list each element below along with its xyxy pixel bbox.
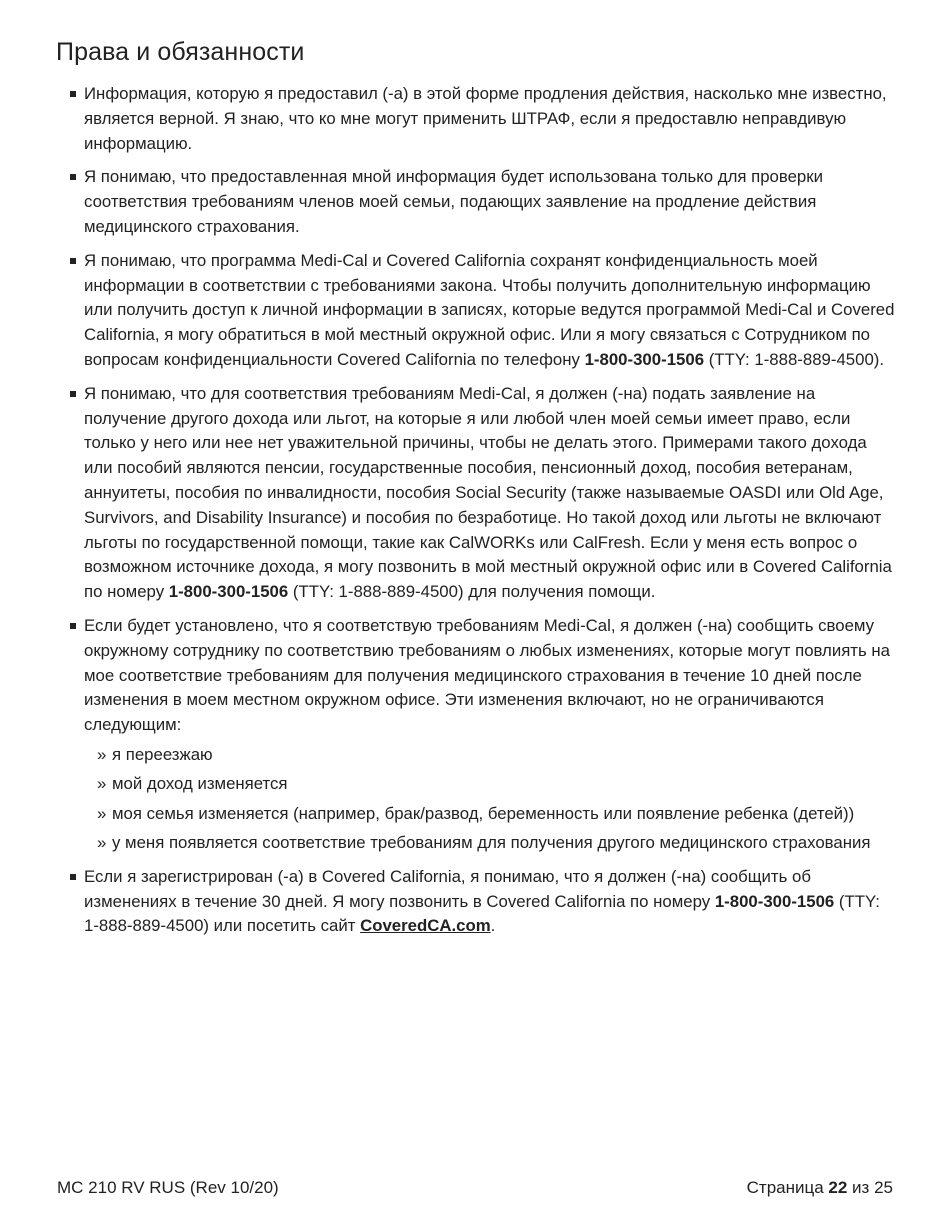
item-text: (TTY: 1-888-889-4500). [704, 349, 885, 369]
sub-list-item: » я переезжаю [112, 743, 896, 768]
current-page: 22 [828, 1178, 848, 1197]
total-pages: 25 [874, 1178, 893, 1197]
page-title: Права и обязанности [56, 38, 305, 66]
list-item [84, 614, 896, 856]
rights-list [84, 82, 896, 948]
item-text: Я понимаю, что для соответствия требованиям Medi-Cal, я должен (-на) подать заявление на получение другого дохода или льгот, на которые я или любой член моей семьи имеет право, если только у него или нее нет уважительной причины, чтобы не делать этого. Примерами такого дохода или пособий являются пенсии, государственные пособия, пенсионный доход, пособия ветеранам, аннуитеты, пособия по инвалидности, пособия Social Security (также называемые OASDI или Old Age, Survivors, and Disability Insurance) и пособия по безработице. Но такой доход или льготы не включают льготы по государственной помощи, такие как CalWORKs или CalFresh. Если у меня есть вопрос о возможном источнике дохода, я могу позвонить в мой местный окружной офис или в Covered California по номеру [84, 383, 892, 602]
phone-number: 1-800-300-1506 [714, 891, 835, 911]
sub-list-item: » моя семья изменяется (например, брак/развод, беременность или появление ребенка (детей)) [112, 802, 896, 827]
list-item [84, 165, 896, 239]
coveredca-link[interactable]: CoveredCA.com [360, 916, 491, 936]
item-text: Если я зарегистрирован (-а) в Covered California, я понимаю, что я должен (-на) сообщить об изменениях в течение 30 дней. Я могу позвонить в Covered California по номеру [84, 866, 811, 911]
list-item [84, 865, 896, 939]
list-item [84, 249, 896, 373]
list-item [84, 382, 896, 605]
sub-list-item: » у меня появляется соответствие требованиям для получения другого медицинского страхования [112, 831, 896, 856]
item-text: Если будет установлено, что я соответствую требованиям Medi-Cal, я должен (-на) сообщить своему окружному сотруднику по соответствию требованиям о любых изменениях, которые могут повлиять на мое соответствие требованиям для получения медицинского страхования в течение 10 дней после изменения в моем местном окружном офисе. Эти изменения включают, но не ограничиваются следующим: [84, 615, 890, 735]
list-item [84, 82, 896, 156]
sub-list-item: » мой доход изменяется [112, 772, 896, 797]
item-text: Информация, которую я предоставил (-а) в этой форме продления действия, насколько мне известно, является верной. Я знаю, что ко мне могут применить ШТРАФ, если я предоставлю неправдивую информацию. [84, 84, 887, 153]
item-text: Я понимаю, что программа Medi-Cal и Covered California сохранят конфиденциальность моей информации в соответствии с требованиями закона. Чтобы получить дополнительную информацию или получить доступ к личной информации в записях, которые ведутся программой Medi-Cal и Covered California, я могу обратиться в мой местный окружной офис. Или я могу связаться с Сотрудником по вопросам конфиденциальности Covered California по телефону [84, 250, 895, 369]
phone-number: 1-800-300-1506 [584, 349, 705, 369]
changes-sublist [84, 743, 896, 856]
item-text: Я понимаю, что предоставленная мной информация будет использована только для проверки соответствия требованиям членов моей семьи, подающих заявление на продление действия медицинского страхования. [84, 167, 823, 236]
page-of: из [847, 1178, 875, 1197]
form-id: MC 210 RV RUS (Rev 10/20) [57, 1178, 279, 1197]
page-number [747, 1178, 893, 1198]
item-text: (TTY: 1-888-889-4500) для получения помощи. [288, 582, 656, 602]
phone-number: 1-800-300-1506 [168, 582, 289, 602]
page-prefix: Страница [746, 1178, 829, 1197]
item-text: . [490, 916, 496, 936]
item-text: (TTY: 1-888-889-4500) или посетить сайт [84, 891, 880, 936]
